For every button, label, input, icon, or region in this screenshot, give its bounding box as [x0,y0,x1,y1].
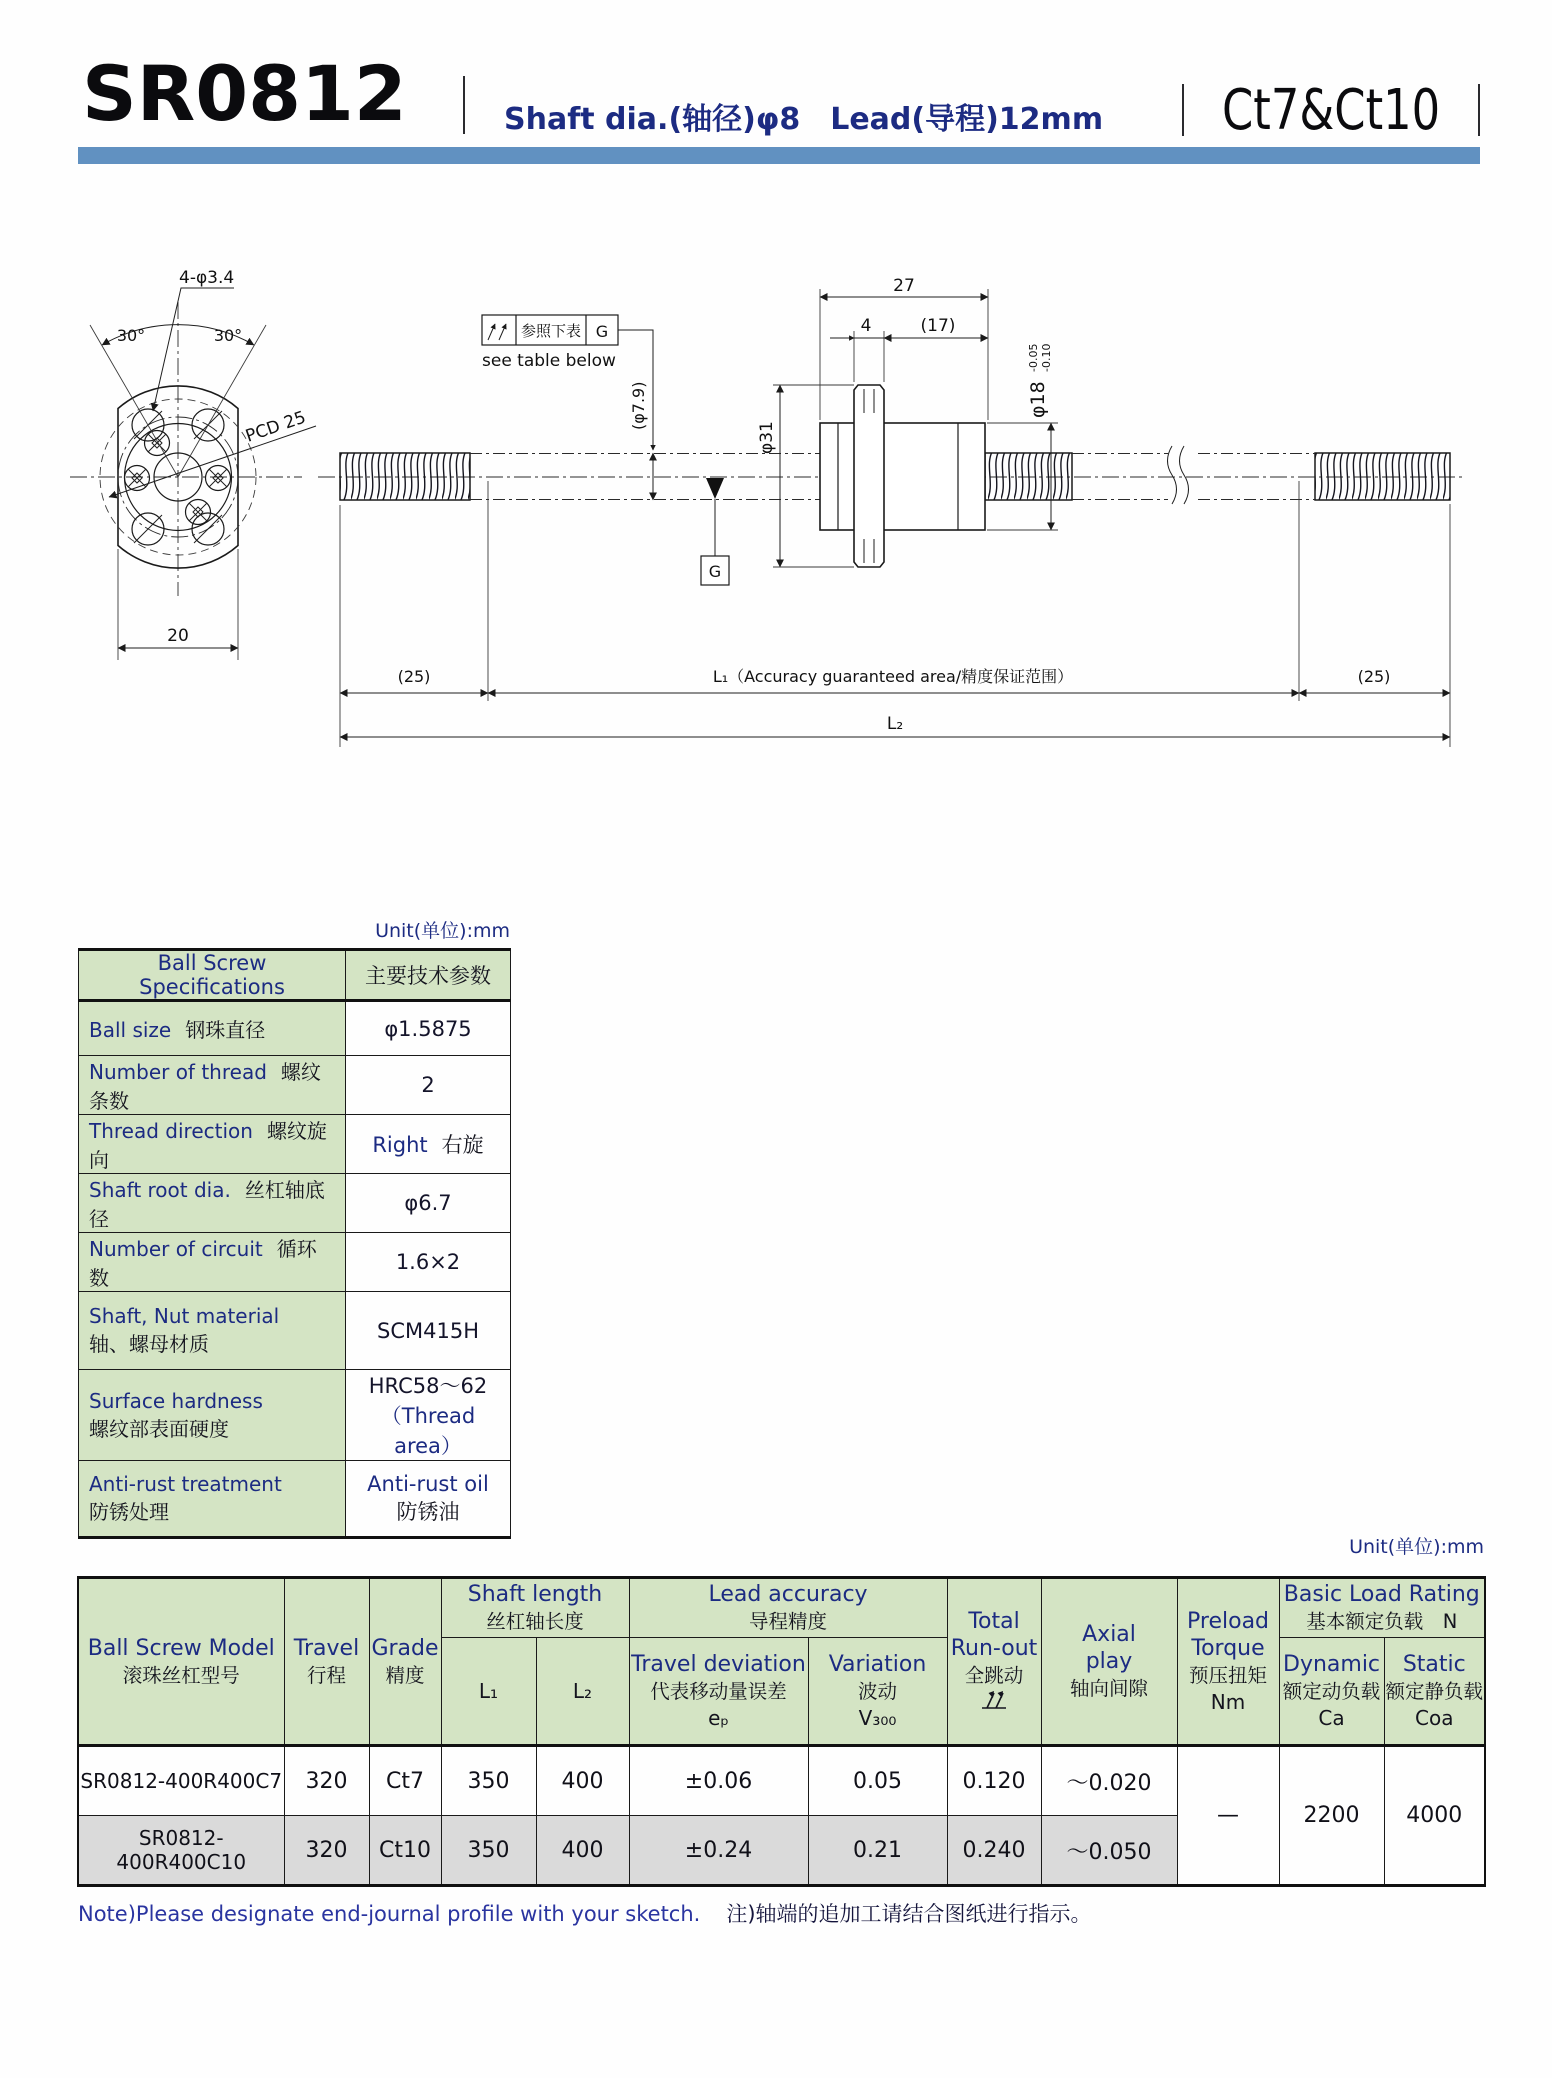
col-header-l1: L₁ [441,1638,536,1746]
col-header-model: Ball Screw Model 滚珠丝杠型号 [78,1578,284,1746]
spec-value: Anti-rust oil 防锈油 [346,1461,511,1538]
thread-section-left [340,453,470,500]
cell-variation: 0.05 [808,1746,947,1816]
thread-direction-callout [482,315,653,450]
flange-dia-dim: φ31 [757,421,777,454]
footnote [78,1898,1092,1928]
cell-preload: — [1177,1746,1279,1886]
thread-section-right [1315,453,1450,500]
col-header-travel-deviation: Travel deviation 代表移动量误差 eₚ [629,1638,808,1746]
spec-value: SCM415H [346,1292,511,1370]
spec-table [78,948,511,1539]
header-divider [1182,84,1184,136]
technical-drawing [0,150,1552,770]
spec-label: Number of circuit 循环数 [79,1233,346,1292]
overall-length-dim: L₂ [886,714,904,734]
col-header-preload: Preload Torque 预压扭矩 Nm [1177,1578,1279,1746]
surface-finish-triangle-icon [701,478,729,585]
table-row [78,1746,1485,1816]
col-header-runout: Total Run-out 全跳动 [947,1578,1041,1746]
spec-label: Number of thread 螺纹条数 [79,1056,346,1115]
accuracy-area-dim: L₁（Accuracy guaranteed area/精度保证范围） [712,667,1074,686]
angle-dim-right: 30° [213,326,243,345]
cell-l2: 400 [536,1746,629,1816]
total-runout-arrows-icon [979,1689,1009,1711]
col-header-travel: Travel 行程 [284,1578,369,1746]
unit-label-model: Unit(单位):mm [1349,1536,1484,1558]
flag-note-g: G [595,322,609,341]
spec-value: φ6.7 [346,1174,511,1233]
spec-value: HRC58～62 （Thread area） [346,1370,511,1461]
flange-thickness-dim: 4 [860,316,872,336]
return-cap-screws [125,431,231,525]
spigot-dia-dim [1027,344,1053,418]
across-flats-dim: 20 [167,626,189,646]
bolt-hole-callout: 4-φ3.4 [179,268,235,288]
cell-travel: 320 [284,1816,369,1886]
nut-flange [854,385,884,567]
cell-deviation: ±0.24 [629,1816,808,1886]
cell-l2: 400 [536,1816,629,1886]
root-dia-dim: (φ7.9) [629,381,648,430]
angle-dim-left: 30° [116,326,146,345]
break-line-icon [1168,446,1189,504]
svg-text:φ18: φ18 [1027,381,1049,418]
cell-travel: 320 [284,1746,369,1816]
col-header-l2: L₂ [536,1638,629,1746]
col-header-dynamic: Dynamic 额定动负载 Ca [1279,1638,1384,1746]
nut-body-length-dim: (17) [920,316,956,336]
cell-variation: 0.21 [808,1816,947,1886]
nut-length-dim: 27 [893,276,915,296]
col-header-static: Static 额定静负载 Coa [1384,1638,1485,1746]
svg-text:-0.05: -0.05 [1027,343,1040,372]
cell-l1: 350 [441,1816,536,1886]
shaft-spec-subtitle: Shaft dia.(轴径)φ8 Lead(导程)12mm [504,102,1104,137]
spec-label: Thread direction 螺纹旋向 [79,1115,346,1174]
pcd-label: PCD 25 [243,407,309,447]
right-margin-dim: (25) [1357,667,1391,686]
ball-nut [820,385,985,567]
spec-label: Shaft, Nut material 轴、螺母材质 [79,1292,346,1370]
g-mark-label: G [708,562,722,581]
cell-dynamic-load: 2200 [1279,1746,1384,1886]
cell-axial-play: ～0.020 [1041,1746,1177,1816]
spec-value: 1.6×2 [346,1233,511,1292]
cell-l1: 350 [441,1746,536,1816]
header-divider [1478,84,1480,136]
cell-static-load: 4000 [1384,1746,1485,1886]
cell-model: SR0812-400R400C10 [78,1816,284,1886]
col-header-load-rating: Basic Load Rating 基本额定负载 N [1279,1578,1485,1638]
model-table [77,1576,1486,1887]
spec-value: Right 右旋 [346,1115,511,1174]
spec-label: Shaft root dia. 丝杠轴底径 [79,1174,346,1233]
cell-axial-play: ～0.050 [1041,1816,1177,1886]
spec-label: Anti-rust treatment 防锈处理 [79,1461,346,1538]
spec-label: Ball size 钢珠直径 [79,1001,346,1056]
col-header-shaft-length: Shaft length 丝杠轴长度 [441,1578,629,1638]
footnote-en: Note)Please designate end-journal profile with your sketch. [78,1902,701,1926]
accuracy-grade-badge: Ct7&Ct10 [1222,78,1441,143]
flag-note-en: see table below [482,351,616,371]
cell-model: SR0812-400R400C7 [78,1746,284,1816]
spec-table-title: Ball Screw Specifications [79,950,346,1001]
shaft-side-view [318,276,1465,747]
spec-label: Surface hardness 螺纹部表面硬度 [79,1370,346,1461]
col-header-grade: Grade 精度 [369,1578,441,1746]
col-header-variation: Variation 波动 V₃₀₀ [808,1638,947,1746]
spec-value: 2 [346,1056,511,1115]
footnote-cn: 注)轴端的追加工请结合图纸进行指示。 [726,1902,1092,1926]
col-header-axial-play: Axial play 轴向间隙 [1041,1578,1177,1746]
left-margin-dim: (25) [397,667,431,686]
cell-runout: 0.240 [947,1816,1041,1886]
page-title: SR0812 [82,49,407,138]
header-divider [463,76,465,134]
spec-table-title-cn: 主要技术参数 [346,950,511,1001]
svg-text:-0.10: -0.10 [1040,343,1053,372]
thread-section-mid [985,453,1072,500]
spec-value: φ1.5875 [346,1001,511,1056]
cell-grade: Ct10 [369,1816,441,1886]
unit-label-spec: Unit(单位):mm [375,920,510,942]
flange-end-view [70,268,316,660]
flag-note-cn: 参照下表 [520,322,582,340]
cell-grade: Ct7 [369,1746,441,1816]
cell-deviation: ±0.06 [629,1746,808,1816]
cell-runout: 0.120 [947,1746,1041,1816]
col-header-lead-accuracy: Lead accuracy 导程精度 [629,1578,947,1638]
